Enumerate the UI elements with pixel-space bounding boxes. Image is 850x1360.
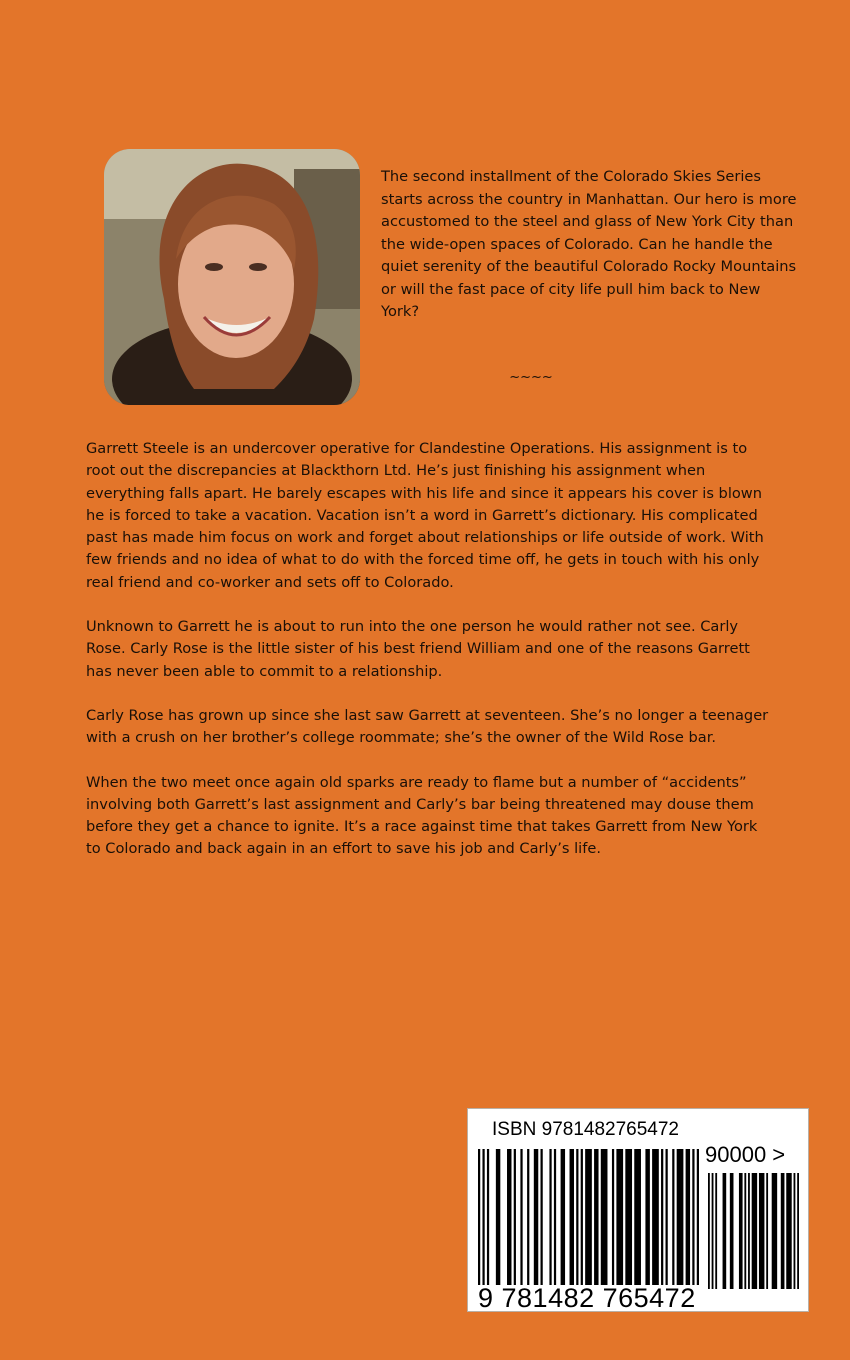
synopsis — [86, 438, 776, 883]
section-separator: ~~~~ — [509, 370, 553, 385]
barcode-bar — [576, 1149, 578, 1285]
barcode-bar — [645, 1149, 649, 1285]
barcode-bar — [534, 1149, 538, 1285]
barcode-bar — [712, 1173, 714, 1289]
ean-digits: 9 781482 765472 — [478, 1283, 696, 1313]
barcode-bar — [686, 1149, 690, 1285]
barcode-bar — [730, 1173, 734, 1289]
barcode-bar — [772, 1173, 777, 1289]
barcode-bar — [549, 1149, 551, 1285]
addon-barcode-bars — [706, 1173, 801, 1293]
synopsis-paragraph-2: Unknown to Garrett he is about to run into the one person he would rather not see. Carly Rose. Carly Rose is the little sister of his best friend William and one of the reasons Garrett has never been able to commit to a relationship. — [86, 618, 750, 680]
barcode-bar — [781, 1173, 785, 1289]
intro-paragraph: The second installment of the Colorado Skies Series starts across the country in Manhattan. Our hero is more accustomed to the steel and glass of New York City than the wide-open spaces of Colorado. Can he handle the quiet serenity of the beautiful Colorado Rocky Mountains or will the fast pace of city life pull him back to New York? — [381, 168, 797, 320]
barcode-bar — [786, 1173, 791, 1289]
barcode-bar — [527, 1149, 529, 1285]
barcode-bar — [487, 1149, 489, 1285]
barcode-bar — [708, 1173, 710, 1289]
barcode-bar — [561, 1149, 565, 1285]
barcode-bar — [581, 1149, 583, 1285]
barcode-bar — [748, 1173, 750, 1289]
barcode-bar — [666, 1149, 668, 1285]
barcode-bar — [514, 1149, 516, 1285]
synopsis-paragraph-3: Carly Rose has grown up since she last saw Garrett at seventeen. She’s no longer a teenager with a crush on her brother’s college roommate; she’s the owner of the Wild Rose bar. — [86, 706, 769, 747]
author-photo — [104, 149, 360, 405]
barcode-bar — [482, 1149, 484, 1285]
barcode-bar — [752, 1173, 757, 1289]
barcode-bar — [612, 1149, 614, 1285]
isbn-label: ISBN 9781482765472 — [492, 1119, 679, 1140]
barcode-bar — [715, 1173, 717, 1289]
synopsis-paragraph-4: When the two meet once again old sparks are ready to flame but a number of “accidents” involving both Garrett’s last assignment and Carly’s bar being threatened may douse them before they get a chance to ignite. It’s a race against time that takes Garrett from New York to Colorado and back again in an effort to save his job and Carly’s life. — [86, 773, 758, 858]
barcode-bar — [794, 1173, 796, 1289]
barcode-bar — [723, 1173, 727, 1289]
barcode-bar — [507, 1149, 511, 1285]
barcode-bar — [616, 1149, 623, 1285]
barcode-bar — [625, 1149, 632, 1285]
barcode-bar — [585, 1149, 592, 1285]
barcode-bar — [496, 1149, 500, 1285]
synopsis-paragraph-1: Garrett Steele is an undercover operative for Clandestine Operations. His assignment is to root out the discrepancies at Blackthorn Ltd. He’s just finishing his assignment when everything falls apart. He barely escapes with his life and since it appears his cover is blown he is forced to take a vacation. Vacation isn’t a word in Garrett’s dictionary. His complicated past has made him focus on work and forget about relationships or life outside of work. With few friends and no idea of what to do with the forced time off, he gets in touch with his only real friend and co-worker and sets off to Colorado. — [86, 440, 764, 591]
isbn-barcode — [467, 1108, 809, 1312]
price-code: 90000 > — [705, 1142, 786, 1167]
barcode-bar — [520, 1149, 522, 1285]
barcode-bar — [478, 1149, 480, 1285]
barcode-bar — [652, 1149, 659, 1285]
barcode-bar — [797, 1173, 799, 1289]
barcode-bar — [634, 1149, 641, 1285]
barcode-bar — [759, 1173, 764, 1289]
barcode-bar — [692, 1149, 694, 1285]
barcode-bar — [672, 1149, 674, 1285]
barcode-bar — [744, 1173, 746, 1289]
barcode-bar — [601, 1149, 608, 1285]
ean-barcode-bars — [476, 1149, 701, 1289]
barcode-bar — [661, 1149, 663, 1285]
barcode-bar — [541, 1149, 543, 1285]
barcode-bar — [766, 1173, 768, 1289]
barcode-bar — [570, 1149, 574, 1285]
barcode-bar — [594, 1149, 598, 1285]
barcode-bar — [554, 1149, 556, 1285]
barcode-bar — [677, 1149, 684, 1285]
barcode-bar — [739, 1173, 743, 1289]
barcode-bar — [697, 1149, 699, 1285]
